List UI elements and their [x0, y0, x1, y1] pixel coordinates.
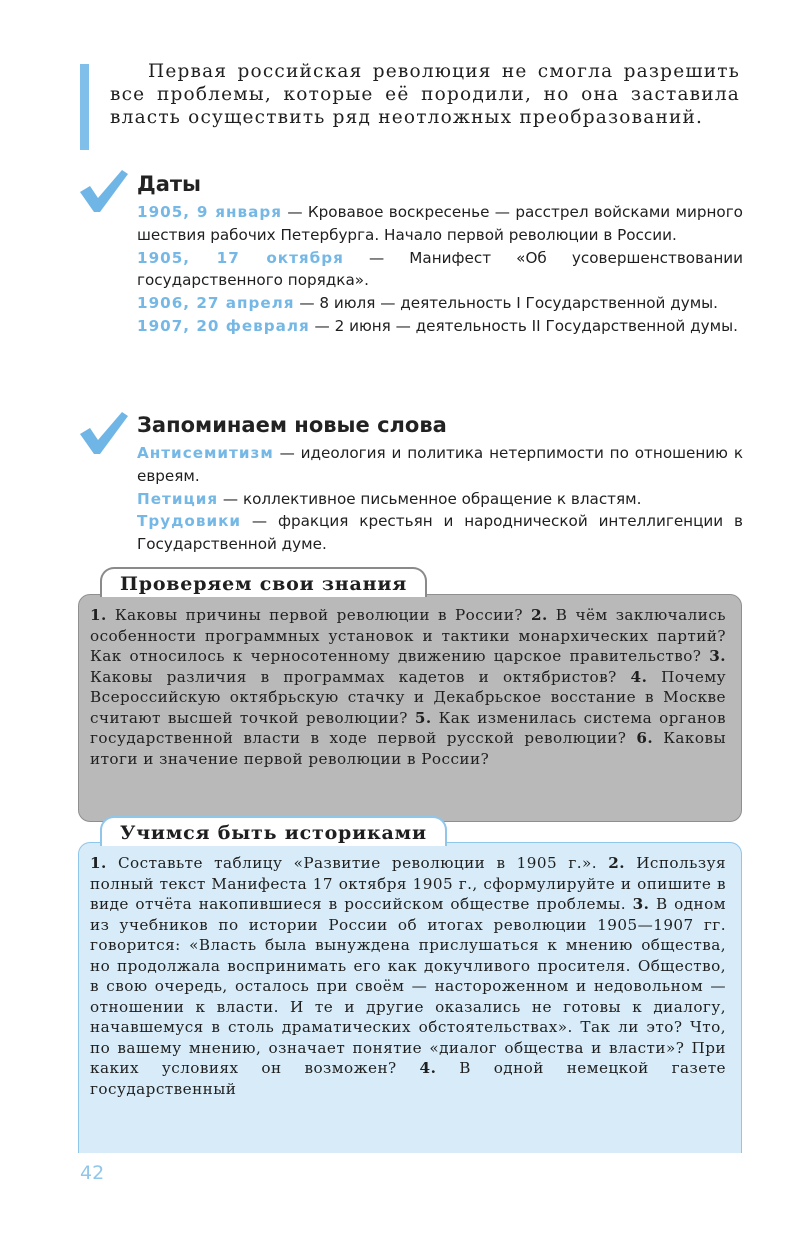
task-text: В одном из учебников по истории России об итогах революции 1905—1907 гг. говорится: «Власть была вынуждена прислушаться к мнению общества, но продолжала воспринимать его как докучливого просителя. Общество, в свою очередь, осталось при своём — настороженном и недовольном — отношении к власти. И те и другие оказались не готовы к диалогу, начавшемуся в столь драматических обстоятельствах». Так ли это? Что, по вашему мнению, означает понятие «диалог общества и власти»? При каких условиях он возможен? — [90, 895, 726, 1077]
question-number: 2. — [530, 606, 548, 624]
check-knowledge-tab: Проверяем свои знания — [100, 567, 427, 597]
question-number: 4. — [630, 667, 648, 686]
word-definition: — фракция крестьян и народнической интеллигенции в Государственной думе. — [137, 512, 743, 554]
task-number: 3. — [632, 895, 650, 913]
new-words-title: Запоминаем новые слова — [137, 413, 447, 437]
date-term: 1905, 9 января — [137, 203, 282, 221]
word-term: Антисемитизм — [137, 444, 274, 462]
intro-paragraph: Первая российская революция не смогла разрешить все проблемы, которые её породили, но она заставила власть осуществить ряд неотложных преобразований. — [110, 61, 740, 128]
check-knowledge-box — [78, 594, 742, 822]
historians-box — [78, 842, 742, 1153]
task-number: 4. — [419, 1059, 437, 1077]
date-entry — [137, 201, 743, 247]
question-number: 5. — [414, 708, 432, 727]
word-entry — [137, 488, 743, 511]
dates-list — [137, 201, 743, 338]
question-text: Каковы итоги и значение первой революции в России? — [90, 729, 727, 768]
date-term: 1907, 20 февраля — [137, 316, 310, 335]
date-entry — [137, 315, 743, 338]
date-term: 1906, 27 апреля — [137, 294, 295, 313]
word-entry — [137, 510, 743, 556]
checkmark-icon — [78, 410, 130, 456]
word-definition: — идеология и политика нетерпимости по отношению к евреям. — [137, 444, 743, 485]
date-text: — Кровавое воскресенье — расстрел войсками мирного шествия рабочих Петербурга. Начало первой революции в России. — [137, 203, 743, 244]
task-number: 1. — [90, 854, 107, 872]
question-number: 6. — [636, 729, 654, 747]
word-entry — [137, 442, 743, 488]
date-text: — 2 июня — деятельность II Государственной думы. — [309, 316, 738, 335]
date-entry — [137, 292, 743, 315]
task-text: В одной немецкой газете государственный — [90, 1059, 726, 1098]
task-text: Используя полный текст Манифеста 17 октября 1905 г., сформулируйте и опишите в виде отчёта накопившиеся в российском обществе проблемы. — [90, 854, 726, 913]
question-number: 3. — [709, 647, 726, 665]
new-words-list — [137, 442, 743, 556]
word-term: Петиция — [137, 489, 219, 508]
question-text: В чём заключались особенности программных установок и тактики монархических партий? Как относилось к черносотенному движению царское правительство? — [90, 606, 726, 665]
intro-accent-bar — [80, 64, 89, 150]
page-number: 42 — [80, 1162, 105, 1184]
date-text: — Манифест «Об усовершенствовании государственного порядка». — [137, 248, 744, 290]
historians-tab: Учимся быть историками — [100, 816, 447, 846]
task-text: Составьте таблицу «Развитие революции в 1905 г.». — [106, 854, 609, 872]
word-term: Трудовики — [137, 512, 242, 531]
word-definition: — коллективное письменное обращение к властям. — [218, 489, 642, 508]
dates-title: Даты — [137, 172, 202, 196]
date-text: — 8 июля — деятельность I Государственной думы. — [294, 294, 719, 313]
question-text: Каковы различия в программах кадетов и октябристов? — [90, 667, 631, 686]
date-term: 1905, 17 октября — [137, 248, 344, 267]
question-text: Как изменилась система органов государственной власти в ходе первой русской революции? — [90, 708, 726, 747]
question-text: Каковы причины первой революции в России? — [106, 606, 531, 624]
checkmark-icon — [78, 168, 130, 214]
question-text: Почему Всероссийскую октябрьскую стачку и Декабрьское восстание в Москве считают высшей точкой революции? — [90, 667, 726, 727]
date-entry — [137, 247, 743, 293]
question-number: 1. — [90, 606, 107, 624]
task-number: 2. — [608, 854, 625, 872]
